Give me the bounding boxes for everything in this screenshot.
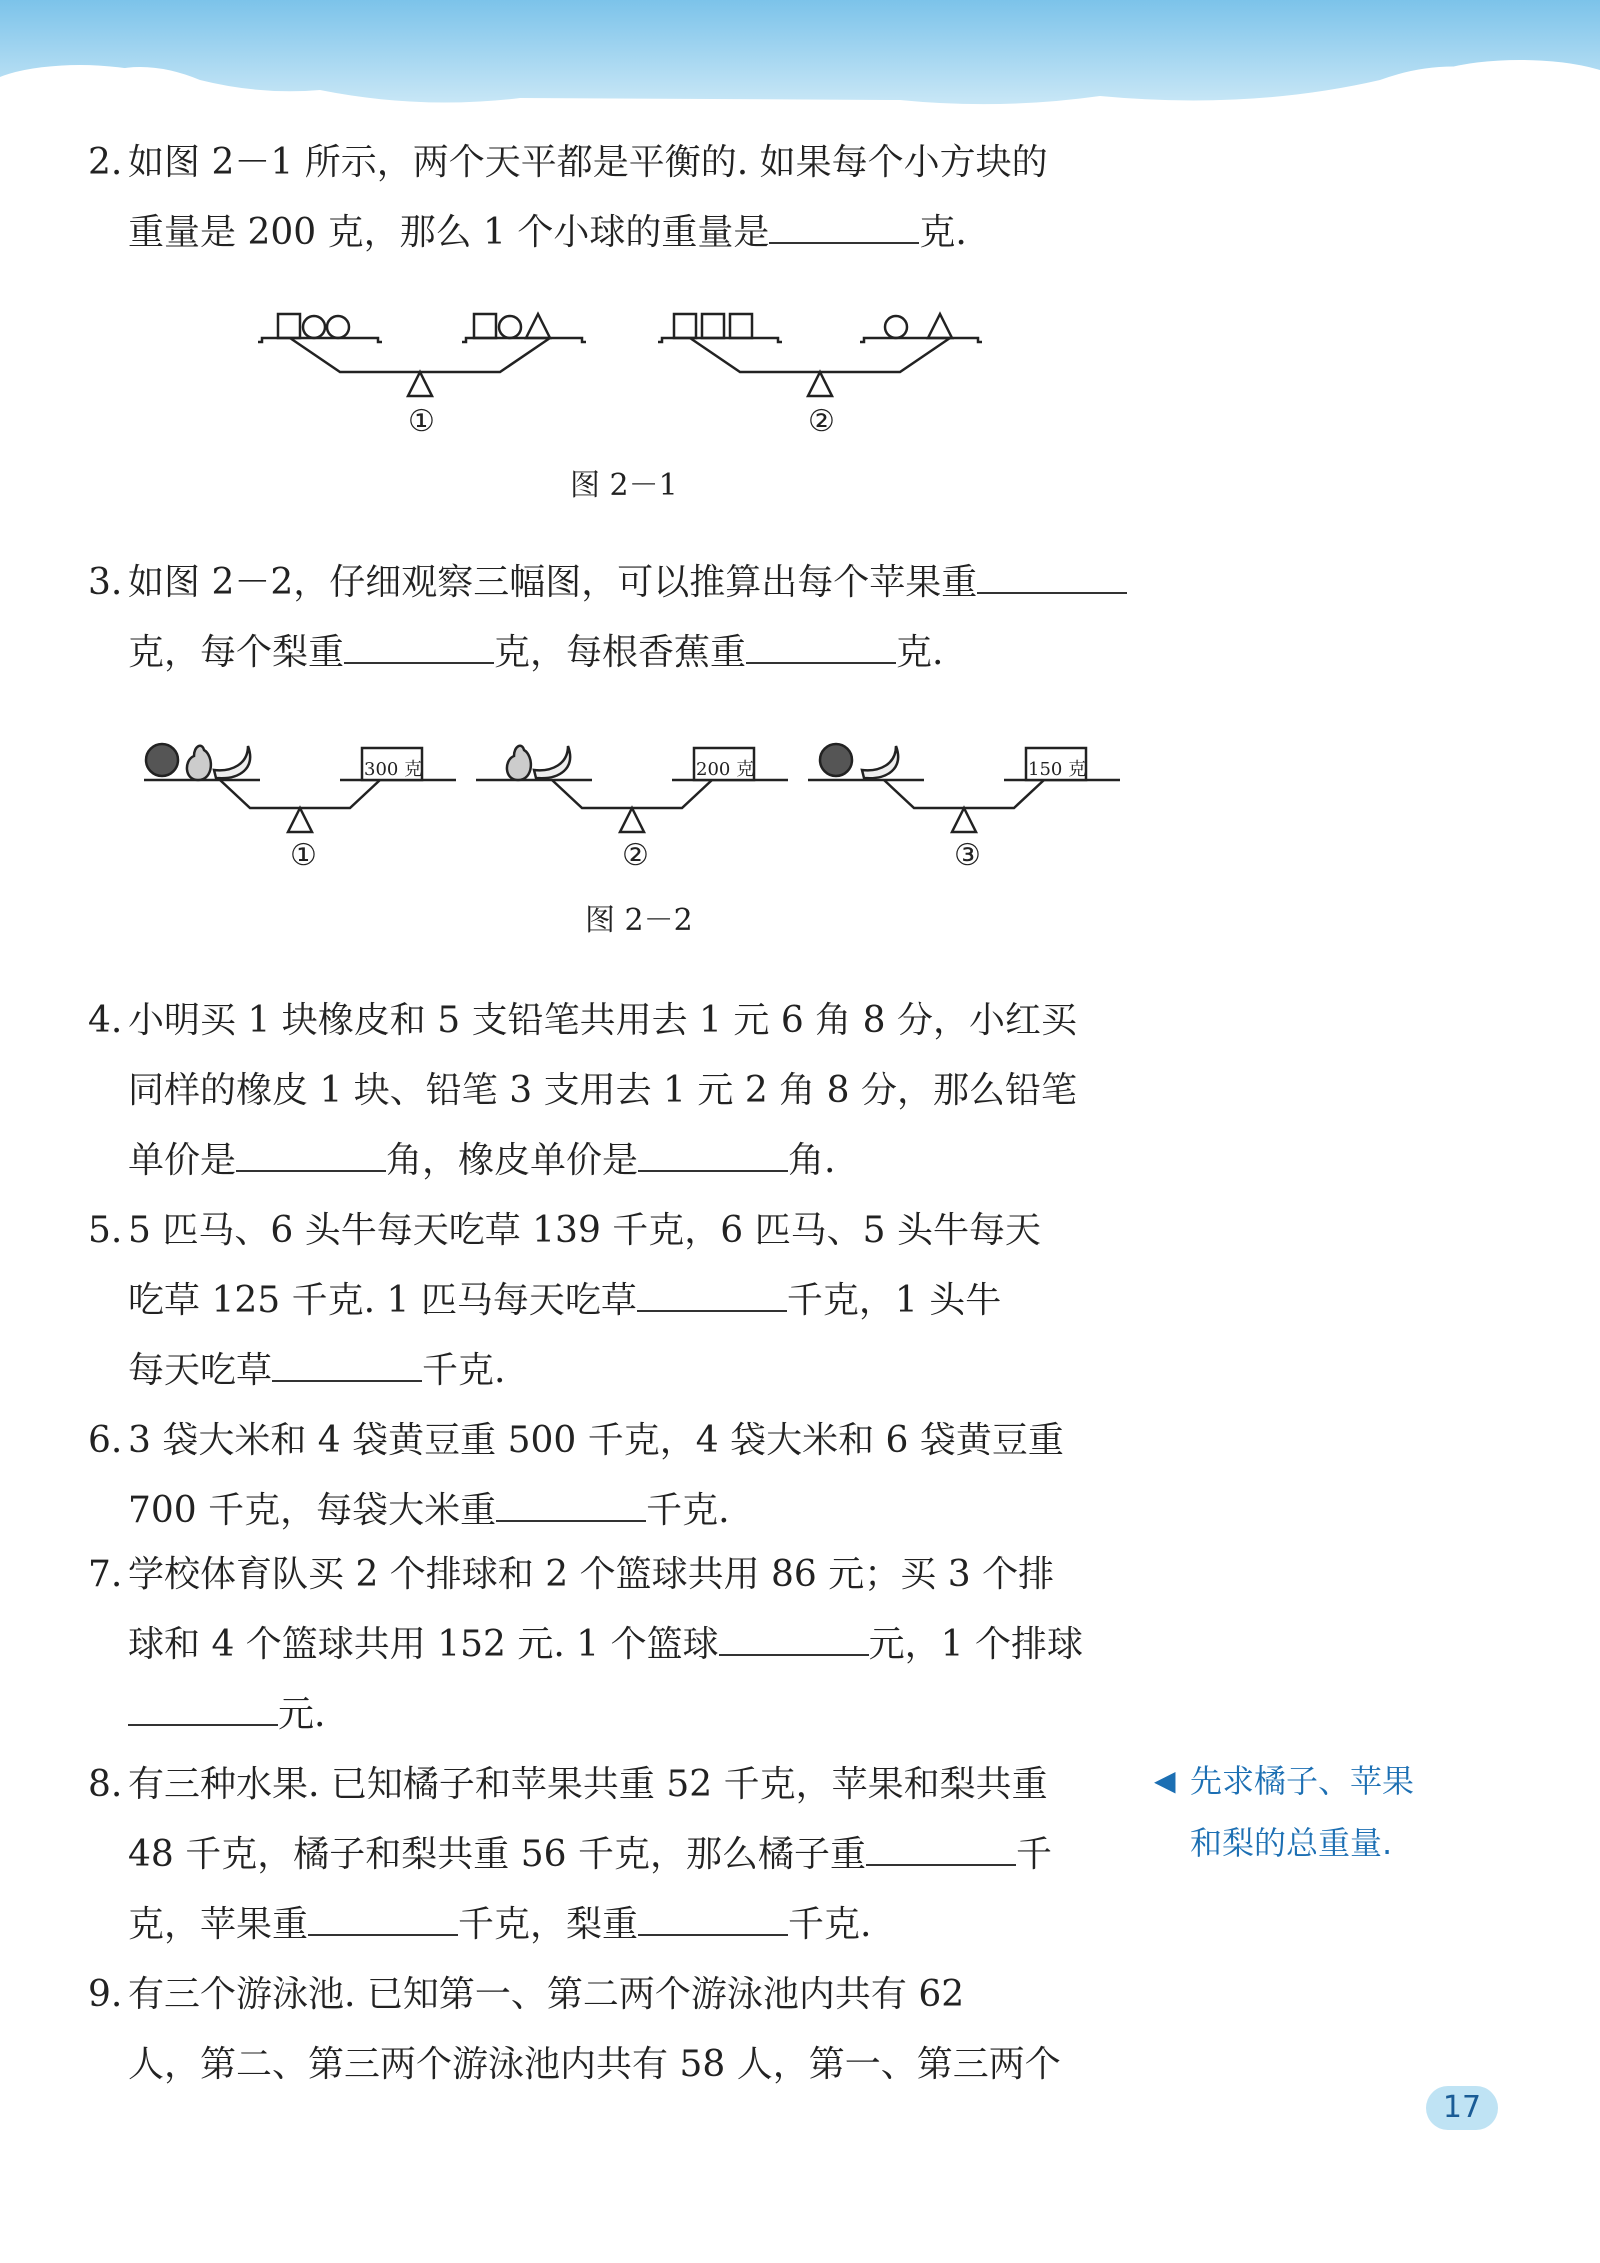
question-text: 千克. <box>646 1490 730 1531</box>
question-number: 8. <box>88 1764 123 1805</box>
question-line <box>128 1540 1128 1610</box>
tip-line: 先求橘子、苹果 <box>1190 1762 1415 1800</box>
question-line <box>128 1126 1128 1196</box>
banana-icon <box>214 746 250 778</box>
question-line <box>128 1056 1128 1126</box>
question-text: 吃草 125 千克. 1 匹马每天吃草 <box>128 1280 637 1321</box>
answer-blank[interactable] <box>769 206 919 244</box>
question-text: 有三个游泳池. 已知第一、第二两个游泳池内共有 62 <box>128 1974 965 2015</box>
small-ball <box>303 316 325 338</box>
question-number: 2. <box>88 142 123 183</box>
figure-label: ① <box>408 404 435 439</box>
question-text: 学校体育队买 2 个排球和 2 个篮球共用 86 元；买 3 个排 <box>128 1554 1055 1595</box>
question-2 <box>88 128 1128 268</box>
question-line <box>128 128 1128 198</box>
question-line <box>128 1890 1128 1960</box>
question-line <box>128 986 1128 1056</box>
apple-icon <box>146 744 178 776</box>
question-line <box>128 1196 1128 1266</box>
question-text: 同样的橡皮 1 块、铅笔 3 支用去 1 元 2 角 8 分，那么铅笔 <box>128 1070 1077 1111</box>
question-text: 如图 2－1 所示，两个天平都是平衡的. 如果每个小方块的 <box>128 142 1048 183</box>
side-tip <box>1154 1750 1415 1874</box>
small-ball <box>499 316 521 338</box>
question-number: 5. <box>88 1210 123 1251</box>
question-number: 9. <box>88 1974 123 2015</box>
answer-blank[interactable] <box>746 626 896 664</box>
page-number: 17 <box>1426 2086 1498 2130</box>
question-line <box>128 1406 1128 1476</box>
question-line <box>128 1820 1128 1890</box>
weight-label: 200 克 <box>696 759 755 780</box>
square-block <box>702 314 724 338</box>
question-text: 千克. <box>422 1350 506 1391</box>
pear-icon <box>507 746 531 780</box>
question-text: 单价是 <box>128 1140 237 1181</box>
answer-blank[interactable] <box>637 1274 787 1312</box>
header-sky-banner <box>0 0 1600 110</box>
tip-line: 和梨的总重量. <box>1190 1824 1393 1862</box>
question-5 <box>88 1196 1128 1406</box>
square-block <box>674 314 696 338</box>
question-line <box>128 1266 1128 1336</box>
figure-label: ① <box>290 838 317 873</box>
question-text: 千克，梨重 <box>458 1904 639 1945</box>
answer-blank[interactable] <box>128 1688 278 1726</box>
question-line <box>128 1960 1128 2030</box>
question-7 <box>88 1540 1128 1750</box>
answer-blank[interactable] <box>719 1618 869 1656</box>
question-text: 克，每个梨重 <box>128 632 345 673</box>
question-6 <box>88 1406 1128 1546</box>
question-number: 6. <box>88 1420 123 1461</box>
answer-blank[interactable] <box>236 1134 386 1172</box>
figure-label: ③ <box>954 838 981 873</box>
question-9 <box>88 1960 1128 2100</box>
question-text: 有三种水果. 已知橘子和苹果共重 52 千克，苹果和梨共重 <box>128 1764 1048 1805</box>
question-text: 5 匹马、6 头牛每天吃草 139 千克，6 匹马、5 头牛每天 <box>128 1210 1041 1251</box>
question-line <box>128 198 1128 268</box>
question-text: 700 千克，每袋大米重 <box>128 1490 497 1531</box>
question-text: 重量是 200 克，那么 1 个小球的重量是 <box>128 212 770 253</box>
question-line <box>128 2030 1128 2100</box>
question-number: 3. <box>88 562 123 603</box>
answer-blank[interactable] <box>638 1898 788 1936</box>
weight-label: 150 克 <box>1028 759 1087 780</box>
answer-blank[interactable] <box>344 626 494 664</box>
answer-blank[interactable] <box>272 1344 422 1382</box>
question-number: 4. <box>88 1000 123 1041</box>
small-ball <box>885 316 907 338</box>
triangle-left-icon: ◀ <box>1154 1764 1176 1797</box>
question-text: 克. <box>896 632 944 673</box>
question-text: 小明买 1 块橡皮和 5 支铅笔共用去 1 元 6 角 8 分，小红买 <box>128 1000 1077 1041</box>
question-line <box>128 1750 1128 1820</box>
square-block <box>730 314 752 338</box>
answer-blank[interactable] <box>308 1898 458 1936</box>
question-line <box>128 1336 1128 1406</box>
question-text: 如图 2－2，仔细观察三幅图，可以推算出每个苹果重 <box>128 562 978 603</box>
question-text: 克，每根香蕉重 <box>494 632 747 673</box>
question-number: 7. <box>88 1554 123 1595</box>
answer-blank[interactable] <box>638 1134 788 1172</box>
question-line <box>128 1680 1128 1750</box>
question-line <box>128 618 1128 688</box>
question-text: 3 袋大米和 4 袋黄豆重 500 千克，4 袋大米和 6 袋黄豆重 <box>128 1420 1064 1461</box>
answer-blank[interactable] <box>977 556 1127 594</box>
figure-2-1 <box>250 300 1000 450</box>
figure-label: ② <box>808 404 835 439</box>
square-block <box>474 314 496 338</box>
banana-icon <box>534 746 570 778</box>
question-text: 角. <box>788 1140 836 1181</box>
figure-label: ② <box>622 838 649 873</box>
answer-blank[interactable] <box>496 1484 646 1522</box>
question-text: 千克. <box>788 1904 872 1945</box>
question-text: 48 千克，橘子和梨共重 56 千克，那么橘子重 <box>128 1834 866 1875</box>
question-line <box>128 1476 1128 1546</box>
question-4 <box>88 986 1128 1196</box>
question-text: 元，1 个排球 <box>868 1624 1083 1665</box>
question-text: 角，橡皮单价是 <box>386 1140 639 1181</box>
figure-caption: 图 2－2 <box>585 903 693 938</box>
triangle-block <box>928 314 952 338</box>
balance-scale-1 <box>258 314 586 396</box>
question-line <box>128 548 1128 618</box>
question-8 <box>88 1750 1128 1960</box>
answer-blank[interactable] <box>866 1828 1016 1866</box>
question-text: 球和 4 个篮球共用 152 元. 1 个篮球 <box>128 1624 719 1665</box>
weight-label: 300 克 <box>364 759 423 780</box>
banana-icon <box>862 746 898 778</box>
balance-scale-2 <box>658 314 982 396</box>
question-text: 人，第二、第三两个游泳池内共有 58 人，第一、第三两个 <box>128 2044 1061 2085</box>
figure-caption: 图 2－1 <box>570 468 678 503</box>
question-text: 千 <box>1015 1834 1052 1875</box>
small-ball <box>327 316 349 338</box>
square-block <box>278 314 300 338</box>
question-text: 元. <box>278 1694 326 1735</box>
pear-icon <box>187 746 211 780</box>
question-3 <box>88 548 1128 688</box>
apple-icon <box>820 744 852 776</box>
question-line <box>128 1610 1128 1680</box>
question-text: 每天吃草 <box>128 1350 273 1391</box>
triangle-block <box>526 314 550 338</box>
question-text: 克，苹果重 <box>128 1904 309 1945</box>
question-text: 千克，1 头牛 <box>786 1280 1002 1321</box>
question-text: 克. <box>919 212 967 253</box>
